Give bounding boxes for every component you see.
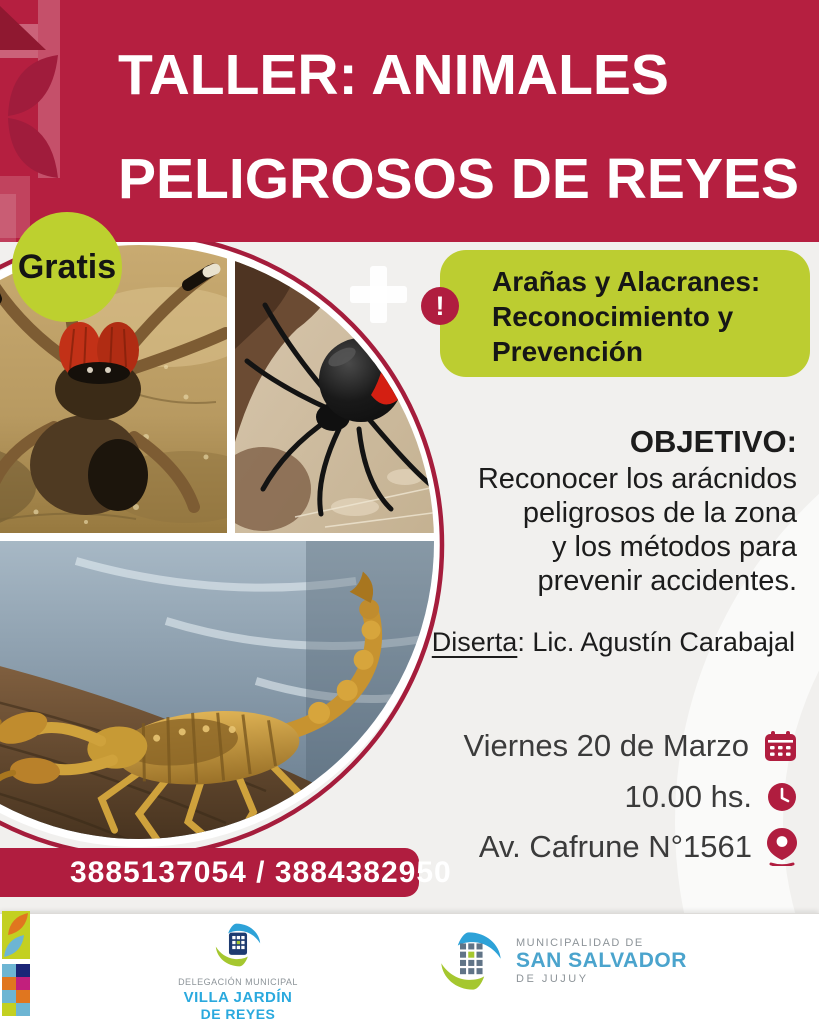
scorpion-photo <box>0 541 434 839</box>
objective-heading: OBJETIVO: <box>629 424 797 459</box>
photo-collage <box>0 237 442 847</box>
san-salvador-line2: SAN SALVADOR <box>516 949 687 972</box>
footer-mosaic-decoration <box>2 911 30 1016</box>
speaker-line <box>432 627 795 658</box>
top-banner <box>0 0 819 242</box>
topic-box <box>440 250 810 377</box>
objective-line: y los métodos para <box>551 531 797 563</box>
event-date-text: Viernes 20 de Marzo <box>463 728 749 763</box>
topic-line-2: Reconocimiento y <box>492 301 734 332</box>
san-salvador-line3: DE JUJUY <box>516 973 589 985</box>
speaker-label: Diserta <box>431 627 518 657</box>
event-time-text: 10.00 hs. <box>624 779 752 814</box>
footer <box>0 913 819 1024</box>
speaker-name: : Lic. Agustín Carabajal <box>517 627 795 657</box>
topic-line-3: Prevención <box>492 336 643 367</box>
location-pin-icon <box>767 828 797 866</box>
phone-banner <box>0 848 452 897</box>
free-badge-label: Gratis <box>17 247 117 286</box>
exclamation-icon <box>421 287 459 325</box>
objective-line: Reconocer los arácnidos <box>477 463 797 495</box>
san-salvador-emblem <box>438 930 504 992</box>
clock-icon <box>767 782 797 812</box>
exclamation-glyph: ! <box>435 290 445 321</box>
objective-line: peligrosos de la zona <box>522 497 797 529</box>
villa-jardin-emblem <box>209 922 267 968</box>
topic-line-1: Arañas y Alacranes: <box>492 266 761 297</box>
plus-icon <box>370 266 387 323</box>
san-salvador-line1: MUNICIPALIDAD DE <box>516 937 644 949</box>
san-salvador-logo <box>438 930 687 992</box>
phone-numbers: 3885137054 / 3884382950 <box>70 855 452 889</box>
objective-line: prevenir accidentes. <box>537 565 797 597</box>
poster-title-line1: TALLER: ANIMALES <box>118 43 669 107</box>
villa-jardin-line2: VILLA JARDÍN <box>183 989 293 1006</box>
photo-collage-inner <box>0 245 434 839</box>
villa-jardin-logo <box>168 922 308 1022</box>
objective-block <box>377 422 797 598</box>
banner-leaf-decoration <box>0 0 110 242</box>
poster-title-line2: PELIGROSOS DE REYES <box>118 147 799 211</box>
calendar-icon <box>764 731 797 762</box>
villa-jardin-line3: DE REYES <box>200 1006 276 1022</box>
event-row-date <box>464 724 797 768</box>
event-row-time <box>624 775 797 819</box>
free-badge <box>12 212 122 322</box>
event-location-text: Av. Cafrune N°1561 <box>478 829 752 864</box>
villa-jardin-line1: DELEGACIÓN MUNICIPAL <box>178 977 298 987</box>
event-row-location <box>479 825 797 869</box>
